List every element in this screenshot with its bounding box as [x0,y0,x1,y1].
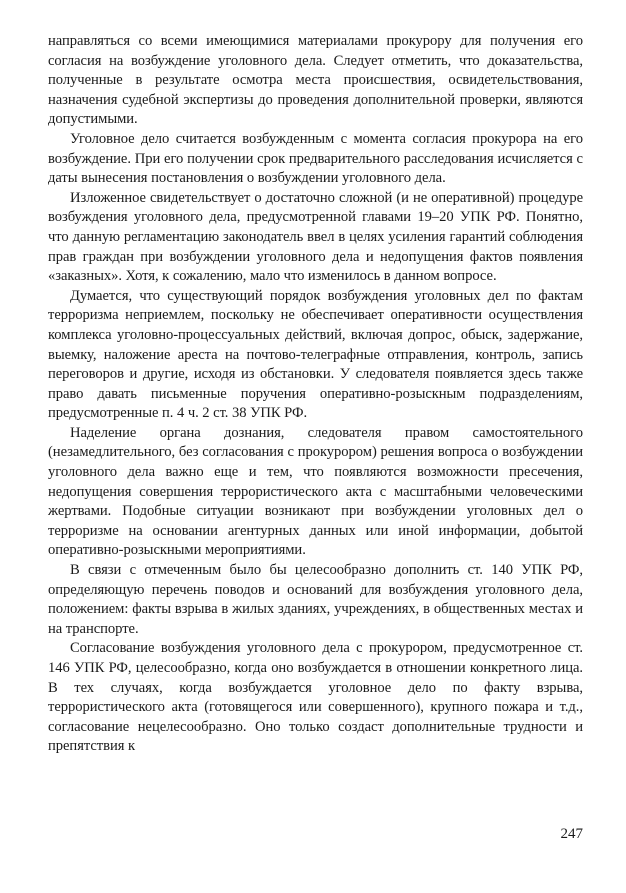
paragraph-5: Наделение органа дознания, следователя правом самостоятельного (незамедлительного, без согласования с прокурором) решения вопроса о возбуждении уголовного дела важно еще и тем, что появляются возможности пресечения, недопущения совершения террористического акта с масштабными человеческими жертвами. Подобные ситуации возникают при возбуждении уголовных дел о терроризме на основании агентурных данных или иной информации, добытой оперативно-розыскными мероприятиями. [48,424,583,559]
paragraph-2: Уголовное дело считается возбужденным с момента согласия прокурора на его возбуждение. При его получении срок предварительного расследования исчисляется с даты вынесения постановления о возбуждении уголовного дела. [48,130,583,187]
page-number: 247 [560,826,583,842]
paragraph-4: Думается, что существующий порядок возбуждения уголовных дел по фактам терроризма неприемлем, поскольку не обеспечивает оперативности осуществления комплекса уголовно-процессуальных действий, включая допрос, обыск, задержание, выемку, наложение ареста на почтово-телеграфные отправления, контроль, запись переговоров и другие, исходя из обстановки. У следователя появляется здесь также право давать письменные поручения оперативно-розыскным подразделениям, предусмотренные п. 4 ч. 2 ст. 38 УПК РФ. [48,287,583,422]
paragraph-3: Изложенное свидетельствует о достаточно сложной (и не оперативной) процедуре возбуждения уголовного дела, предусмотренной главами 19–20 УПК РФ. Понятно, что данную регламентацию законодатель ввел в целях усиления гарантий соблюдения прав граждан при возбуждении уголовного дела и недопущения фактов появления «заказных». Хотя, к сожалению, мало что изменилось в данном вопросе. [48,189,583,285]
paragraph-1: направляться со всеми имеющимися материалами прокурору для получения его согласия на возбуждение уголовного дела. Следует отметить, что доказательства, полученные в результате осмотра места происшествия, освидетельствования, назначения судебной экспертизы до проведения дополнительной проверки, являются допустимыми. [48,33,583,128]
document-page [48,32,583,757]
paragraph-6: В связи с отмеченным было бы целесообразно дополнить ст. 140 УПК РФ, определяющую перечень поводов и оснований для возбуждения уголовного дела, положением: факты взрыва в жилых зданиях, учреждениях, в общественных местах и на транспорте. [48,562,583,637]
paragraph-7: Согласование возбуждения уголовного дела с прокурором, предусмотренное ст. 146 УПК РФ, целесообразно, когда оно возбуждается в отношении конкретного лица. В тех случаях, когда возбуждается уголовное дело по факту взрыва, террористического акта (готовящегося или совершенного), крупного пожара и т.д., согласование нецелесообразно. Оно только создаст дополнительные трудности и препятствия к [48,640,583,755]
